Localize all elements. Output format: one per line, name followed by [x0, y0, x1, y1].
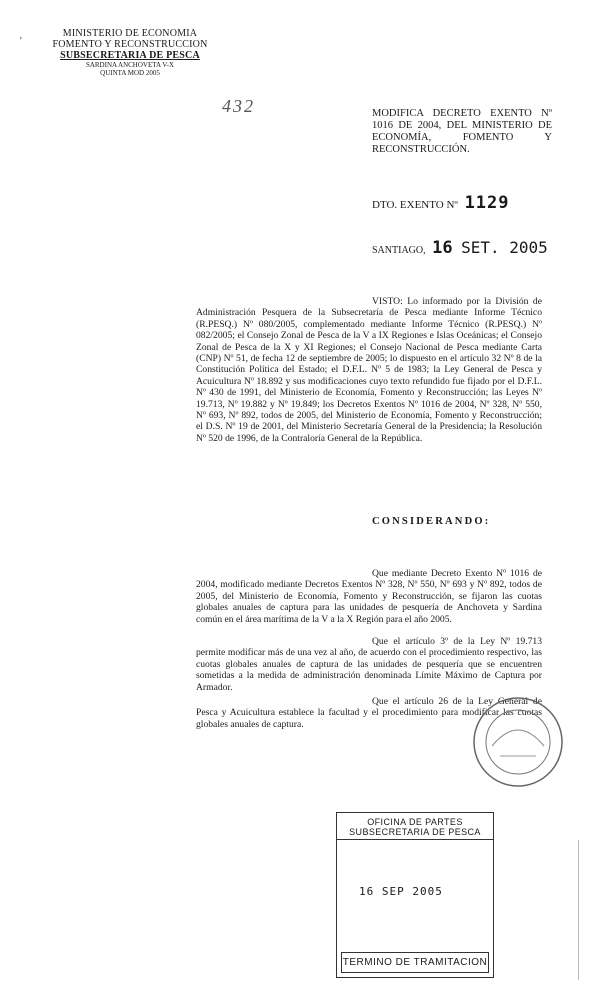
- decree-label: DTO. EXENTO Nº: [372, 199, 458, 211]
- decree-subject: MODIFICA DECRETO EXENTO Nº 1016 DE 2004, DEL MINISTERIO DE ECONOMÍA, FOMENTO Y RECONSTRUCCIÓN.: [372, 108, 552, 155]
- visto-text: Lo informado por la División de Administración Pesquera de la Subsecretaría de Pesca mediante Informe Técnico (R.PESQ.) Nº 080/2005, complementado mediante Informe Técnico (R.PESQ.) Nº 082/2005; el Consejo Zonal de Pesca de la V a IX Regiones e Islas Oceánicas; el Consejo Zonal de Pesca de la X y XI Regiones; el Consejo Nacional de Pesca mediante Carta (CNP) Nº 51, de fecha 12 de septiembre de 2005; lo dispuesto en el artículo 32 Nº 8 de la Constitución Política del Estado; el D.F.L. Nº 5 de 1983; la Ley General de Pesca y Acuicultura Nº 18.892 y sus modificaciones cuyo texto refundido fue fijado por el D.F.L. Nº 430 de 1991, del Ministerio de Economía, Fomento y Reconstrucción; las Leyes Nº 19.713, Nº 19.882 y Nº 19.849; los Decretos Exentos Nº 1016 de 2004, Nº 328, Nº 550, Nº 693, Nº 892, todos de 2005, del Ministerio de Economía, Fomento y Reconstrucción; el D.S. Nº 19 de 2001, del Ministerio Secretaría General de la Presidencia; la Resolución Nº 520 de 1996, de la Contraloría General de la República.: [196, 296, 542, 444]
- letterhead-ministry-2: FOMENTO Y RECONSTRUCCION: [52, 39, 208, 50]
- date-month-year: SET. 2005: [461, 238, 548, 257]
- visto-paragraph: [196, 296, 542, 444]
- date-city: SANTIAGO,: [372, 245, 426, 256]
- scan-artifact: [578, 840, 579, 980]
- margin-mark: ': [20, 36, 22, 47]
- considerando-paragraph-2: Que el artículo 3º de la Ley Nº 19.713 permite modificar más de una vez al año, de acuerdo con el procedimiento respectivo, las cuotas globales anuales de captura de las unidades de pesquería que se encuentren sometidas a la medida de administración denominada Límite Máximo de Captura por Armador.: [196, 636, 542, 693]
- letterhead-reference-1: SARDINA ANCHOVETA V-X: [85, 61, 175, 69]
- letterhead-ministry: MINISTERIO DE ECONOMIA: [62, 28, 198, 39]
- letterhead-subsecretaria: SUBSECRETARIA DE PESCA: [60, 50, 200, 61]
- stamp-office: OFICINA DE PARTES: [367, 817, 463, 827]
- letterhead-reference-2: QUINTA MOD 2005: [100, 69, 160, 77]
- date-day: 16: [432, 238, 453, 258]
- stamp-subsecretaria: SUBSECRETARIA DE PESCA: [337, 827, 493, 840]
- stamp-date: 16 SEP 2005: [359, 885, 443, 898]
- considerando-paragraph-1: Que mediante Decreto Exento Nº 1016 de 2004, modificado mediante Decretos Exentos Nº 328, Nº 550, Nº 693 y Nº 892, todos de 2005, del Ministerio de Economía, Fomento y Reconstrucción, se fijaron las cuotas globales anuales de captura para las unidades de pesquería de Anchoveta y Sardina común en el área marítima de la V a la X Región para el año 2005.: [196, 568, 542, 625]
- considerando-heading: CONSIDERANDO:: [372, 516, 491, 527]
- letterhead: [40, 28, 220, 77]
- considerando-paragraph-3: Que el artículo 26 de la Ley General de Pesca y Acuicultura establece la facultad y el procedimiento para modificar las cuotas globales anuales de captura.: [196, 696, 542, 730]
- decree-date-line: [372, 238, 548, 258]
- decree-number: 1129: [464, 193, 510, 213]
- handwritten-note: 432: [222, 96, 255, 116]
- decree-number-line: [372, 193, 510, 213]
- stamp-status: TERMINO DE TRAMITACION: [341, 952, 489, 973]
- visto-label: VISTO:: [372, 296, 403, 307]
- round-seal-stamp: [470, 694, 566, 790]
- reception-stamp: [336, 812, 494, 978]
